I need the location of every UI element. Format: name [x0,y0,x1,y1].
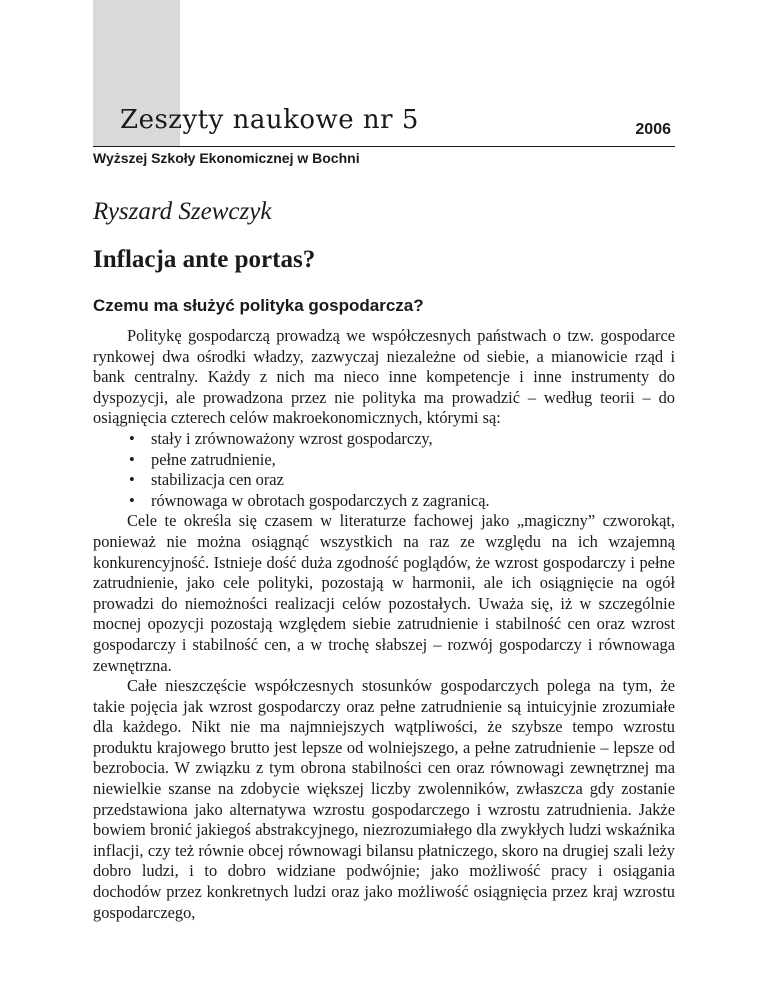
bullet-icon: • [129,490,135,510]
bullet-icon: • [129,470,135,490]
publisher-line: Wyższej Szkoły Ekonomicznej w Bochni [93,150,360,166]
author-name: Ryszard Szewczyk [93,198,272,225]
publication-year: 2006 [635,121,671,138]
bullet-icon: • [129,449,135,469]
list-item: • pełne zatrudnienie, [129,449,276,469]
bullet-icon: • [129,428,135,448]
paragraph: Cele te określa się czasem w literaturze fachowej jako „magiczny” czworokąt, ponieważ nie można osiągnąć wszystkich na raz ze względu na ich wzajemną konkurencyjność. Istnieje dość duża zgodność poglądów, że wzrost gospodarczy i pełne zatrudnienie, jako cele polityki, pozostają w harmonii, ale ich osiągnięcie na ogół prowadzi do niemożności realizacji celów pozostałych. Uważa się, iż w szczególnie mocnej opozycji pozostają względem siebie zatrudnienie i stabilność cen oraz wzrost gospodarczy i stabilność cen, a w trochę słabszej – rozwój gospodarczy i równowaga zewnętrzna. [93,511,675,675]
section-heading: Czemu ma służyć polityka gospodarcza? [93,296,424,315]
header-rule [93,146,675,147]
paragraph: Politykę gospodarczą prowadzą we współczesnych państwach o tzw. gospodarce rynkowej dwa ośrodki władzy, zazwyczaj niezależne od siebie, a mianowicie rząd i bank centralny. Każdy z nich ma nieco inne kompetencje i inne instrumenty do dyspozycji, ale prowadzona przez nie polityka ma prowadzić – według teorii – do osiągnięcia czterech celów makroekonomicznych, którymi są: [93,326,675,428]
list-item: • równowaga w obrotach gospodarczych z zagranicą. [129,490,490,510]
article-body [93,326,675,923]
journal-title: Zeszyty naukowe nr 5 [120,105,419,135]
article-title: Inflacja ante portas? [93,246,316,273]
list-item: • stabilizacja cen oraz [129,470,284,490]
list-item: • stały i zrównoważony wzrost gospodarczy, [129,428,433,448]
paragraph: Całe nieszczęście współczesnych stosunków gospodarczych polega na tym, że takie pojęcia jak wzrost gospodarczy oraz pełne zatrudnienie są intuicyjnie zrozumiałe dla każdego. Nikt nie ma najmniejszych wątpliwości, że szybsze tempo wzrostu produktu krajowego brutto jest lepsze od wolniejszego, a pełne zatrudnienie – lepsze od bezrobocia. W związku z tym obrona stabilności cen oraz równowagi zewnętrznej ma niewielkie szanse na zdobycie większej liczby zwolenników, zwłaszcza gdy zostanie przedstawiona jako alternatywa wzrostu gospodarczego i wzrostu zatrudnienia. Jakże bowiem bronić jakiegoś abstrakcyjnego, niezrozumiałego dla zwykłych ludzi wskaźnika inflacji, czy też równie obcej równowagi bilansu płatniczego, skoro na drugiej szali leży dobro ludzi, i to dobro widziane podwójnie; jako możliwość pracy i osiągania dochodów przez konkretnych ludzi oraz jako możliwość osiągnięcia przez kraj wzrostu gospodarczego, [93,676,675,922]
goals-list [93,429,675,511]
